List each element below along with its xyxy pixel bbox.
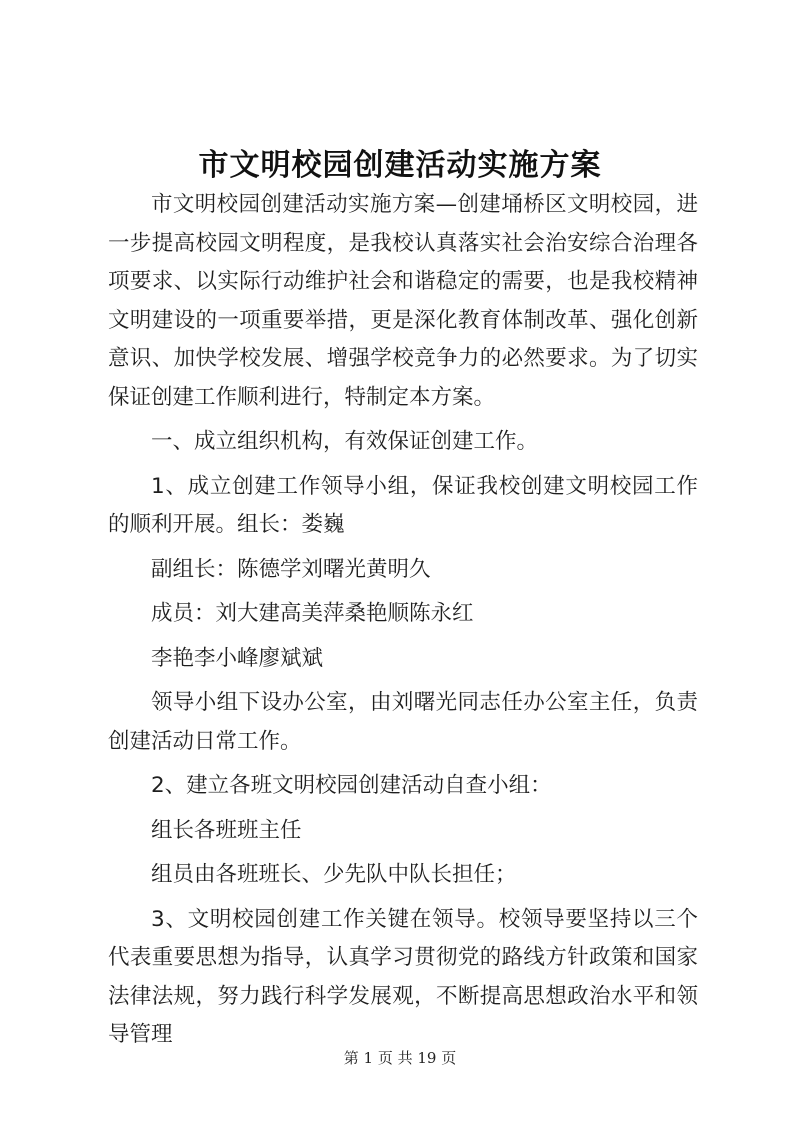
group-leader-line: 组长各班班主任 <box>151 817 302 843</box>
group-members-line: 组员由各班班长、少先队中队长担任； <box>151 862 517 887</box>
office-paragraph: 领导小组下设办公室，由刘曙光同志任办公室主任，负责创建活动日常工作。 <box>108 690 698 754</box>
members-line: 成员：刘大建高美萍桑艳顺陈永红 <box>151 601 474 626</box>
deputy-leaders-line: 副组长：陈德学刘曙光黄明久 <box>151 556 431 582</box>
page-number-footer: 第 1 页 共 19 页 <box>343 1049 457 1067</box>
item-3-paragraph: 3、文明校园创建工作关键在领导。校领导要坚持以三个代表重要思想为指导，认真学习贯彻党的路线方针政策和国家法律法规，努力践行科学发展观，不断提高思想政治水平和领导管理 <box>108 906 698 1047</box>
document-body <box>108 186 698 1055</box>
intro-paragraph: 市文明校园创建活动实施方案—创建埇桥区文明校园，进一步提高校园文明程度，是我校认真落实社会治安综合治理各项要求、以实际行动维护社会和谐稳定的需要，也是我校精神文明建设的一项重要举措，更是深化教育体制改革、强化创新意识、加快学校发展、增强学校竞争力的必然要求。为了切实保证创建工作顺利进行，特制定本方案。 <box>108 192 698 410</box>
item-1-paragraph: 1、成立创建工作领导小组，保证我校创建文明校园工作的顺利开展。组长：娄巍 <box>108 473 698 537</box>
item-2-paragraph: 2、建立各班文明校园创建活动自查小组： <box>151 773 552 798</box>
section-heading-1: 一、成立组织机构，有效保证创建工作。 <box>151 429 539 454</box>
page-title: 市文明校园创建活动实施方案 <box>198 148 602 183</box>
members-line-2: 李艳李小峰廖斌斌 <box>151 645 324 671</box>
